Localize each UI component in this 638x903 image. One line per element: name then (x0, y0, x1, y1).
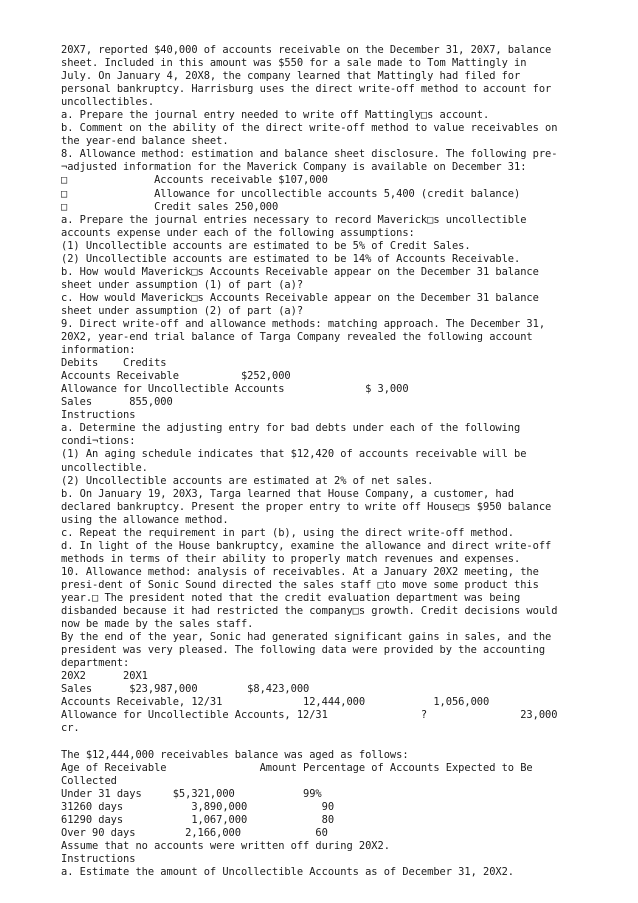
text-line: sheet under assumption (2) of part (a)? (61, 304, 304, 317)
text-line: a. Prepare the journal entries necessary to record Maverick□s uncollectible (61, 213, 527, 226)
text-line: d. In light of the House bankruptcy, examine the allowance and direct write-off (61, 539, 552, 552)
text-line: c. How would Maverick□s Accounts Receivable appear on the December 31 balance (61, 291, 539, 304)
text-line: 20X2, year-end trial balance of Targa Company revealed the following account (61, 331, 533, 344)
text-line: □ Allowance for uncollectible accounts 5,400 (credit balance) (61, 187, 521, 200)
text-line: Allowance for Uncollectible Accounts, 12/31 ? 23,000 (61, 709, 558, 722)
text-line: Accounts Receivable, 12/31 12,444,000 1,056,000 (61, 696, 490, 709)
text-line: 61290 days 1,067,000 80 (61, 813, 335, 826)
text-line: condi¬tions: (61, 435, 136, 448)
text-line: 20X2 20X1 (61, 670, 148, 683)
text-line: 31260 days 3,890,000 90 (61, 800, 335, 813)
text-line: information: (61, 344, 136, 357)
text-line: now be made by the sales staff. (61, 618, 254, 631)
text-line: president was very pleased. The following data were provided by the accounting (61, 644, 546, 657)
text-line: (1) Uncollectible accounts are estimated to be 5% of Credit Sales. (61, 239, 471, 252)
text-line: □ Accounts receivable $107,000 (61, 174, 328, 187)
text-line: year.□ The president noted that the credit evaluation department was being (61, 591, 521, 604)
text-line: b. On January 19, 20X3, Targa learned that House Company, a customer, had (61, 487, 515, 500)
text-line: Instructions (61, 852, 136, 865)
text-line: cr. (61, 722, 80, 735)
text-line: Accounts Receivable $252,000 (61, 370, 291, 383)
text-line: (2) Uncollectible accounts are estimated at 2% of net sales. (61, 474, 434, 487)
text-line: the year-end balance sheet. (61, 135, 229, 148)
text-line: Assume that no accounts were written off during 20X2. (61, 839, 390, 852)
text-line: methods in terms of their ability to properly match revenues and expenses. (61, 552, 521, 565)
text-line: Over 90 days 2,166,000 60 (61, 826, 328, 839)
text-line: department: (61, 657, 130, 670)
text-line: Age of Receivable Amount Percentage of Accounts Expected to Be (61, 761, 533, 774)
text-line: Allowance for Uncollectible Accounts $ 3,000 (61, 383, 409, 396)
text-line: disbanded because it had restricted the company□s growth. Credit decisions would (61, 605, 558, 618)
text-line: Sales $23,987,000 $8,423,000 (61, 683, 310, 696)
text-line: By the end of the year, Sonic had generated significant gains in sales, and the (61, 631, 552, 644)
text-line (61, 735, 631, 748)
text-line: July. On January 4, 20X8, the company learned that Mattingly had filed for (61, 70, 521, 83)
text-line: Sales 855,000 (61, 396, 173, 409)
text-line: □ Credit sales 250,000 (61, 200, 279, 213)
text-line: using the allowance method. (61, 513, 229, 526)
text-line: sheet under assumption (1) of part (a)? (61, 278, 304, 291)
text-line: 9. Direct write-off and allowance methods: matching approach. The December 31, (61, 317, 546, 330)
text-line: 10. Allowance method: analysis of receivables. At a January 20X2 meeting, the (61, 565, 539, 578)
text-line: c. Repeat the requirement in part (b), using the direct write-off method. (61, 526, 515, 539)
text-line: (2) Uncollectible accounts are estimated to be 14% of Accounts Receivable. (61, 252, 521, 265)
text-line: 20X7, reported $40,000 of accounts receivable on the December 31, 20X7, balance (61, 44, 552, 56)
text-line: a. Determine the adjusting entry for bad debts under each of the following (61, 422, 521, 435)
text-line: Debits Credits (61, 357, 167, 370)
document-text (61, 44, 631, 879)
text-line: a. Prepare the journal entry needed to write off Mattingly□s account. (61, 109, 490, 122)
text-line: personal bankruptcy. Harrisburg uses the direct write-off method to account for (61, 83, 552, 96)
text-line: uncollectibles. (61, 96, 155, 109)
text-line: b. How would Maverick□s Accounts Receivable appear on the December 31 balance (61, 265, 539, 278)
text-line: Collected (61, 774, 117, 787)
text-line: Instructions (61, 409, 136, 422)
text-line: accounts expense under each of the following assumptions: (61, 226, 415, 239)
text-line: The $12,444,000 receivables balance was aged as follows: (61, 748, 409, 761)
text-line: uncollectible. (61, 461, 148, 474)
text-line: 8. Allowance method: estimation and balance sheet disclosure. The following pre- (61, 148, 558, 161)
text-line: a. Estimate the amount of Uncollectible Accounts as of December 31, 20X2. (61, 865, 515, 878)
text-line: b. Comment on the ability of the direct write-off method to value receivables on (61, 122, 558, 135)
text-line: presi-dent of Sonic Sound directed the sales staff □to move some product this (61, 578, 539, 591)
text-line: declared bankruptcy. Present the proper entry to write off House□s $950 balance (61, 500, 552, 513)
text-line: Under 31 days $5,321,000 99% (61, 787, 322, 800)
text-line: ¬adjusted information for the Maverick Company is available on December 31: (61, 161, 527, 174)
text-line: sheet. Included in this amount was $550 for a sale made to Tom Mattingly in (61, 57, 527, 70)
text-line: (1) An aging schedule indicates that $12,420 of accounts receivable will be (61, 448, 527, 461)
